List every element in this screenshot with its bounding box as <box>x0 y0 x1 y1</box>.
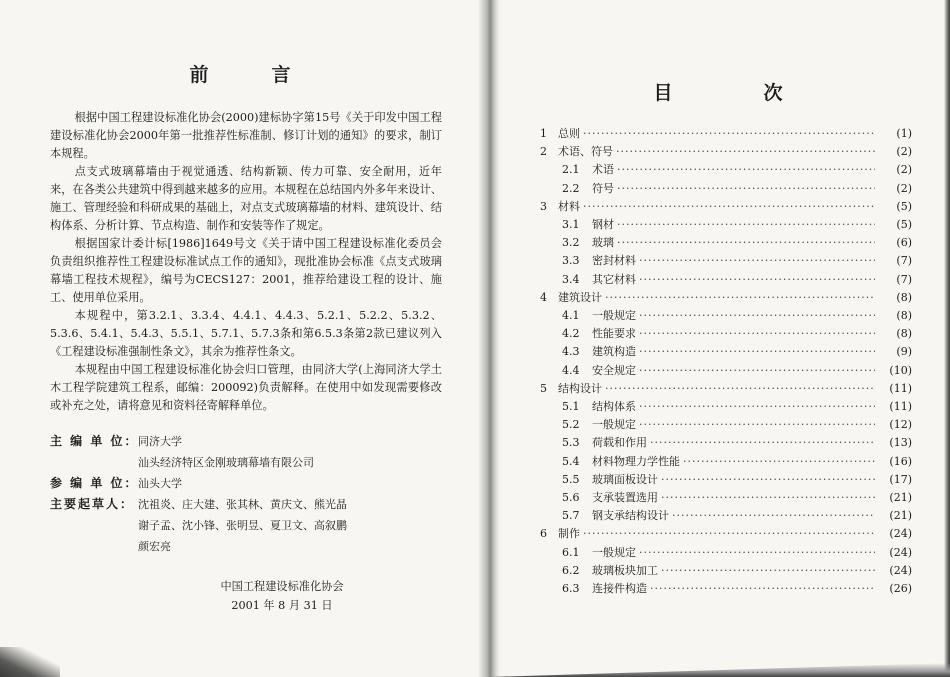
toc-entry-title: 建筑构造 <box>592 345 636 359</box>
toc-entry-number: 5.1 <box>562 400 580 414</box>
toc-entry-title: 结构设计 <box>558 381 602 395</box>
preface-paragraph: 根据中国工程建设标准化协会(2000)建标协字第15号《关于印发中国工程建设标准化协会2000年第一批推荐性标准制、修订计划的通知》的要求，制订本规程。 <box>50 111 442 160</box>
toc-entry[interactable] <box>540 180 912 198</box>
toc-leader-dots <box>583 198 875 216</box>
toc-entry-number: 5.4 <box>562 454 580 468</box>
toc-entry-title: 总则 <box>558 127 580 140</box>
drafters-label: 主要起草人： <box>50 497 135 511</box>
toc-entry-number: 5.6 <box>562 491 580 505</box>
signature-date: 2001 年 8 月 31 日 <box>231 599 333 612</box>
toc-entry-title: 其它材料 <box>592 272 636 286</box>
toc-entry-page: (24) <box>889 527 912 541</box>
toc-leader-dots <box>639 271 875 289</box>
toc-leader-dots <box>639 325 875 343</box>
toc-entry-number: 1 <box>540 127 547 140</box>
toc-entry-page: (21) <box>889 491 912 505</box>
toc-entry-number: 2 <box>540 145 547 159</box>
signature-block <box>50 577 442 615</box>
toc-leader-dots <box>661 489 875 507</box>
toc-entry[interactable] <box>540 434 912 452</box>
toc-entry-title: 术语 <box>592 163 614 177</box>
toc-entry-page: (13) <box>889 436 912 450</box>
toc-entry[interactable] <box>540 198 912 216</box>
toc-entry[interactable] <box>540 398 912 416</box>
toc-entry-number: 6.2 <box>562 563 580 577</box>
toc-entry-page: (2) <box>896 181 912 195</box>
toc-entry[interactable] <box>540 307 912 325</box>
toc-entry-page: (5) <box>896 218 912 232</box>
toc-leader-dots <box>616 143 875 161</box>
toc-leader-dots <box>617 180 875 198</box>
toc-entry[interactable] <box>540 453 912 471</box>
toc-entry[interactable] <box>540 252 912 270</box>
toc-entry-page: (2) <box>896 163 912 177</box>
toc-entry-title: 钢材 <box>592 218 614 232</box>
toc-entry-page: (7) <box>896 272 912 286</box>
toc-entry-number: 6 <box>540 527 547 541</box>
page-corner-shadow <box>0 647 60 677</box>
toc-entry-number: 5.2 <box>562 418 580 432</box>
toc-entry-page: (8) <box>896 309 912 323</box>
toc-entry-number: 2.1 <box>562 163 580 177</box>
toc-entry-page: (24) <box>889 545 912 559</box>
signature-org: 中国工程建设标准化协会 <box>220 580 344 593</box>
toc-entry-number: 4.3 <box>562 345 580 359</box>
toc-entry-title: 一般规定 <box>592 309 636 323</box>
toc-entry-number: 3.4 <box>562 272 580 286</box>
toc-leader-dots <box>661 562 875 580</box>
book-gutter <box>478 0 500 677</box>
toc-entry-title: 符号 <box>592 181 614 195</box>
toc-entry-title: 密封材料 <box>592 254 636 268</box>
toc-entry-number: 3.1 <box>562 218 580 232</box>
toc-list <box>540 125 912 598</box>
toc-entry[interactable] <box>540 325 912 343</box>
toc-entry-number: 5.7 <box>562 509 580 523</box>
toc-title: 目 次 <box>653 82 819 104</box>
preface-paragraph: 点支式玻璃幕墙由于视觉通透、结构新颖、传力可靠、安全耐用，近年来，在各类公共建筑中得到越来越多的应用。本规程在总结国内外多年来设计、施工、管理经验和科研成果的基础上，对点支式玻璃幕墙的材料、建筑设计、结构体系、分析计算、节点构造、制作和安装等作了规定。 <box>50 165 442 232</box>
toc-entry-title: 荷载和作用 <box>592 436 647 450</box>
toc-leader-dots <box>583 125 875 143</box>
drafters-names: 沈祖炎、庄大建、张其林、黄庆文、熊光晶 <box>138 498 347 511</box>
toc-leader-dots <box>639 416 875 434</box>
toc-leader-dots <box>672 507 875 525</box>
toc-entry[interactable] <box>540 161 912 179</box>
toc-entry-number: 5.5 <box>562 472 580 486</box>
toc-entry-title: 一般规定 <box>592 545 636 559</box>
toc-entry-page: (7) <box>896 254 912 268</box>
toc-leader-dots <box>605 289 875 307</box>
toc-entry[interactable] <box>540 580 912 598</box>
toc-entry-title: 材料物理力学性能 <box>592 454 680 468</box>
toc-entry-title: 术语、符号 <box>558 145 613 159</box>
toc-entry-number: 5 <box>540 381 547 395</box>
drafters-names: 颜宏亮 <box>138 540 171 553</box>
toc-entry[interactable] <box>540 525 912 543</box>
chief-editor-unit: 汕头经济特区金刚玻璃幕墙有限公司 <box>138 456 314 469</box>
editing-units <box>50 431 442 557</box>
toc-entry-number: 3 <box>540 199 547 213</box>
toc-leader-dots <box>650 434 875 452</box>
toc-leader-dots <box>639 398 875 416</box>
toc-leader-dots <box>683 453 875 471</box>
toc-entry-title: 性能要求 <box>592 327 636 341</box>
toc-entry-page: (6) <box>896 236 912 250</box>
toc-entry[interactable] <box>540 507 912 525</box>
toc-entry-page: (24) <box>889 563 912 577</box>
toc-entry-page: (21) <box>889 509 912 523</box>
toc-entry[interactable] <box>540 343 912 361</box>
toc-entry-page: (8) <box>896 290 912 304</box>
toc-leader-dots <box>639 307 875 325</box>
toc-leader-dots <box>639 343 875 361</box>
toc-entry[interactable] <box>540 416 912 434</box>
toc-entry-number: 3.2 <box>562 236 580 250</box>
toc-page <box>540 78 912 598</box>
toc-entry-number: 4.4 <box>562 363 580 377</box>
toc-entry-title: 钢支承结构设计 <box>592 509 669 523</box>
toc-entry-title: 玻璃面板设计 <box>592 472 658 486</box>
drafters-names: 谢子孟、沈小锋、张明昱、夏卫文、高叙鹏 <box>138 519 347 532</box>
toc-entry-title: 建筑设计 <box>558 290 602 304</box>
preface-paragraph: 本规程由中国工程建设标准化协会归口管理，由同济大学(上海同济大学土木工程学院建筑工程系，邮编：200092)负责解释。在使用中如发现需要修改或补充之处，请将意见和资料径寄解释单位。 <box>50 363 442 412</box>
chief-editor-unit: 同济大学 <box>138 435 182 448</box>
toc-entry[interactable] <box>540 544 912 562</box>
toc-entry[interactable] <box>540 289 912 307</box>
toc-entry-page: (5) <box>896 199 912 213</box>
toc-entry-page: (11) <box>889 400 912 414</box>
toc-entry-page: (17) <box>889 472 912 486</box>
toc-entry[interactable] <box>540 380 912 398</box>
toc-entry-title: 支承装置选用 <box>592 491 658 505</box>
toc-entry-page: (9) <box>896 345 912 359</box>
toc-entry-number: 4.1 <box>562 309 580 323</box>
toc-entry-number: 6.3 <box>562 582 580 596</box>
participant-unit: 汕头大学 <box>138 477 182 490</box>
toc-entry[interactable] <box>540 489 912 507</box>
toc-entry-page: (10) <box>889 363 912 377</box>
toc-entry-page: (8) <box>896 327 912 341</box>
page-bottom-shadow <box>490 663 950 677</box>
chief-editor-label: 主 编 单 位： <box>50 434 139 448</box>
toc-leader-dots <box>617 161 875 179</box>
toc-entry-page: (1) <box>896 127 912 140</box>
toc-leader-dots <box>583 525 875 543</box>
preface-page <box>50 60 442 615</box>
toc-entry[interactable] <box>540 562 912 580</box>
toc-entry-page: (26) <box>889 582 912 596</box>
toc-leader-dots <box>617 234 875 252</box>
toc-entry[interactable] <box>540 216 912 234</box>
toc-leader-dots <box>605 380 875 398</box>
toc-leader-dots <box>617 216 875 234</box>
toc-entry-number: 4 <box>540 290 547 304</box>
toc-entry-number: 4.2 <box>562 327 580 341</box>
preface-title: 前 言 <box>189 64 313 86</box>
toc-entry[interactable] <box>540 125 912 143</box>
toc-entry-title: 材料 <box>558 199 580 213</box>
toc-entry[interactable] <box>540 234 912 252</box>
toc-entry-page: (12) <box>889 418 912 432</box>
preface-paragraph: 本规程中，第3.2.1、3.3.4、4.4.1、4.4.3、5.2.1、5.2.2、5.3.2、5.3.6、5.4.1、5.4.3、5.5.1、5.7.1、5.7.3条和第6.5.3条第2款已建议列入《工程建设标准强制性条文》，其余为推荐性条文。 <box>50 309 442 358</box>
toc-leader-dots <box>661 471 875 489</box>
toc-entry-page: (11) <box>889 381 912 395</box>
toc-entry[interactable] <box>540 362 912 380</box>
toc-leader-dots <box>639 362 875 380</box>
toc-entry-title: 玻璃 <box>592 236 614 250</box>
toc-entry-title: 玻璃板块加工 <box>592 563 658 577</box>
participant-label: 参 编 单 位： <box>50 476 139 490</box>
toc-leader-dots <box>639 544 875 562</box>
toc-entry[interactable] <box>540 271 912 289</box>
toc-entry-number: 5.3 <box>562 436 580 450</box>
toc-leader-dots <box>650 580 875 598</box>
toc-entry-title: 结构体系 <box>592 400 636 414</box>
preface-paragraph: 根据国家计委计标[1986]1649号文《关于请中国工程建设标准化委员会负责组织推荐性工程建设标准试点工作的通知》，现批准协会标准《点支式玻璃幕墙工程技术规程》，编号为CECS127：2001，推荐给建设工程的设计、施工、使用单位采用。 <box>50 237 442 304</box>
toc-leader-dots <box>639 252 875 270</box>
page-edge-shadow <box>944 0 950 677</box>
toc-entry[interactable] <box>540 143 912 161</box>
toc-entry-title: 制作 <box>558 527 580 541</box>
toc-entry-number: 3.3 <box>562 254 580 268</box>
toc-entry-number: 6.1 <box>562 545 580 559</box>
toc-entry-page: (16) <box>889 454 912 468</box>
toc-entry-title: 一般规定 <box>592 418 636 432</box>
toc-entry-title: 安全规定 <box>592 363 636 377</box>
toc-entry-title: 连接件构造 <box>592 582 647 596</box>
toc-entry-number: 2.2 <box>562 181 580 195</box>
toc-entry[interactable] <box>540 471 912 489</box>
toc-entry-page: (2) <box>896 145 912 159</box>
